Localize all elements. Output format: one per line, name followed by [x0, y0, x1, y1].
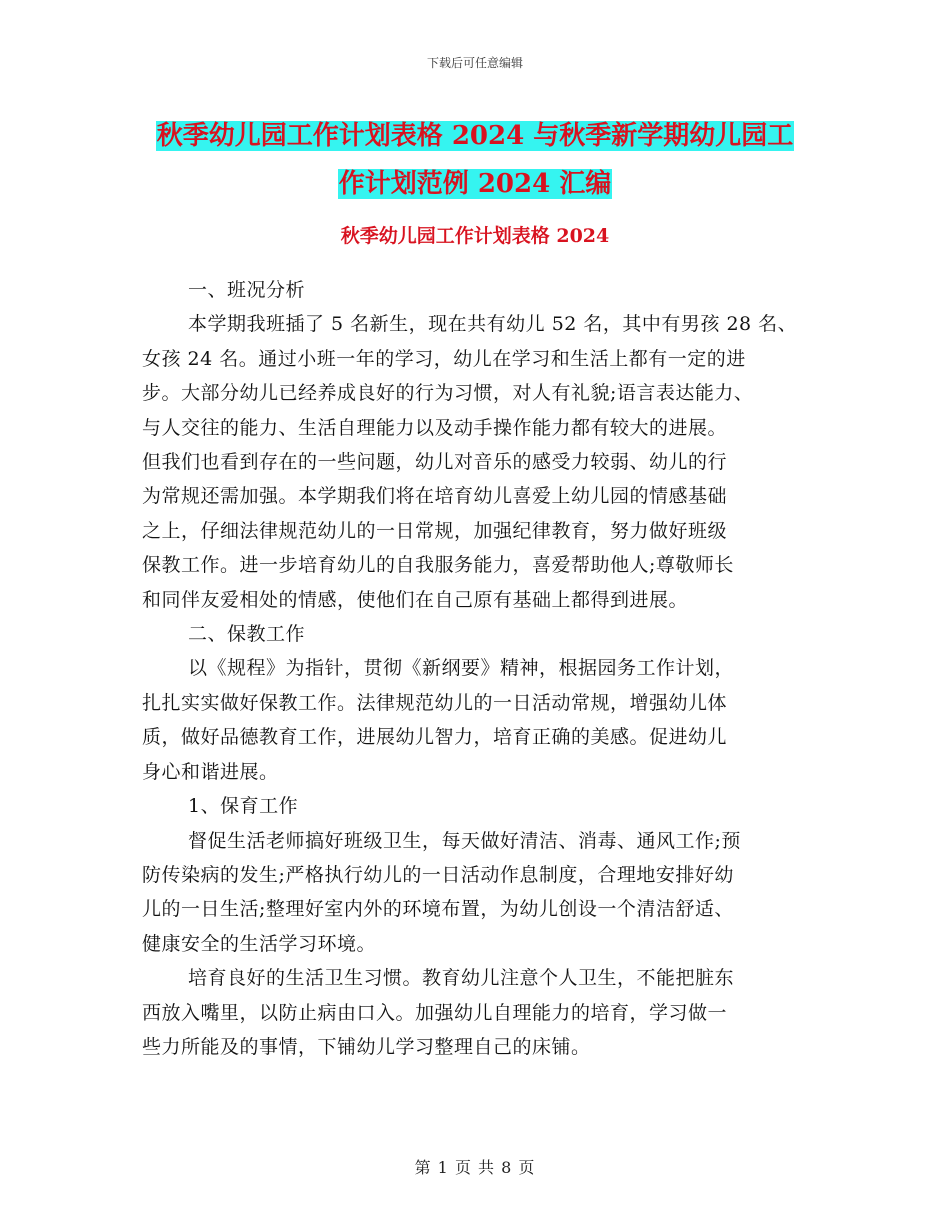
page-footer: 第 1 页 共 8 页: [414, 1158, 536, 1177]
body-line: 健康安全的生活学习环境。: [142, 932, 377, 955]
body-line: 为常规还需加强。本学期我们将在培育幼儿喜爱上幼儿园的情感基础: [142, 485, 728, 508]
body-line: 些力所能及的事情，下铺幼儿学习整理自己的床铺。: [142, 1035, 591, 1058]
body-line: 质，做好品德教育工作，进展幼儿智力，培育正确的美感。促进幼儿: [142, 726, 728, 749]
body-line: 步。大部分幼儿已经养成良好的行为习惯，对人有礼貌;语言表达能力、: [142, 382, 754, 405]
body-line: 之上，仔细法律规范幼儿的一日常规，加强纪律教育，努力做好班级: [142, 519, 728, 542]
body-line: 扎扎实实做好保教工作。法律规范幼儿的一日活动常规，增强幼儿体: [142, 691, 728, 714]
body-line: 身心和谐进展。: [142, 760, 279, 783]
title-line-1: 秋季幼儿园工作计划表格 2024 与秋季新学期幼儿园工: [156, 121, 794, 151]
body-line: 和同伴友爱相处的情感，使他们在自己原有基础上都得到进展。: [142, 588, 689, 611]
body-line: 与人交往的能力、生活自理能力以及动手操作能力都有较大的进展。: [142, 416, 728, 439]
body-line: 保教工作。进一步培育幼儿的自我服务能力，喜爱帮助他人;尊敬师长: [142, 554, 734, 577]
section-title: 秋季幼儿园工作计划表格 2024: [340, 225, 610, 247]
body-line: 西放入嘴里，以防止病由口入。加强幼儿自理能力的培育，学习做一: [142, 1001, 728, 1024]
body-line: 防传染病的发生;严格执行幼儿的一日活动作息制度，合理地安排好幼: [142, 863, 734, 886]
body-line: 本学期我班插了 5 名新生，现在共有幼儿 52 名，其中有男孩 28 名、: [188, 313, 798, 336]
title-line-2: 作计划范例 2024 汇编: [338, 169, 612, 199]
body-line: 女孩 24 名。通过小班一年的学习，幼儿在学习和生活上都有一定的进: [142, 347, 746, 370]
body-line: 一、班况分析: [188, 279, 306, 301]
page-header-note: 下载后可任意编辑: [426, 56, 523, 70]
body-line: 二、保教工作: [188, 623, 306, 646]
body-line: 以《规程》为指针，贯彻《新纲要》精神，根据园务工作计划，: [188, 657, 735, 680]
body-line: 培育良好的生活卫生习惯。教育幼儿注意个人卫生，不能把脏东: [188, 967, 735, 990]
body-line: 1、保育工作: [188, 795, 299, 818]
body-line: 督促生活老师搞好班级卫生，每天做好清洁、消毒、通风工作;预: [188, 829, 741, 852]
document-body: [142, 273, 832, 1064]
document-title: [0, 112, 950, 208]
body-line: 儿的一日生活;整理好室内外的环境布置，为幼儿创设一个清洁舒适、: [142, 898, 734, 921]
body-line: 但我们也看到存在的一些问题，幼儿对音乐的感受力较弱、幼儿的行: [142, 451, 728, 474]
